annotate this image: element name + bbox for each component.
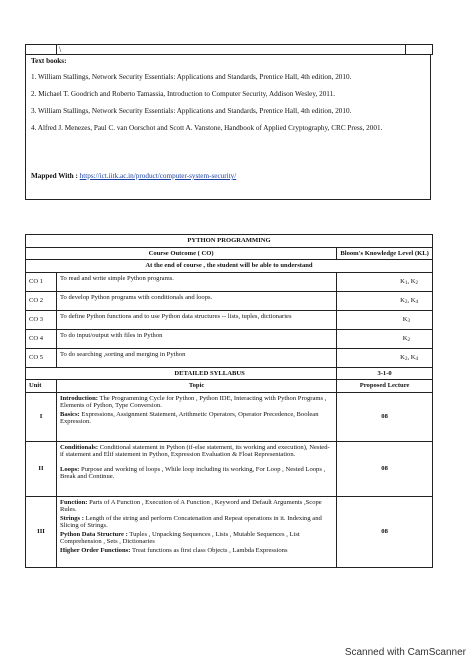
co-kl: $K_2$ xyxy=(337,329,433,348)
unit-row xyxy=(26,496,433,567)
textbook-item: 1. William Stallings, Network Security Essentials: Applications and Standards, Prentice Hall, 4th edition, 2010. xyxy=(31,73,352,81)
textbooks-heading: Text books: xyxy=(31,57,67,65)
kl-header: Bloom's Knowledge Level (KL) xyxy=(337,247,433,260)
unit-lectures: 08 xyxy=(337,392,433,441)
unit-topic: Introduction: The Programming Cycle for Python , Python IDE, Interacting with Python Programs , Elements of Python, Type Conversion. Basics: Expressions, Assignment Statement, Arithmetic Operators, Operator Precedence, Boolean Expression. xyxy=(56,392,336,441)
unit-topic: Function: Parts of A Function , Execution of A Function , Keyword and Default Arguments ,Scope Rules. Strings : Length of the string and perform Concatenation and Repeat operations in it. Indexing and Slicing of Strings. Python Data Structure : Tuples , Unpacking Sequences , Lists , Mutable Sequences , List Comprehension , Sets , Dictionaries Higher Order Functions: Treat functions as first class Objects , Lambda Expressions xyxy=(56,496,336,567)
textbook-item: 4. Alfred J. Menezes, Paul C. van Oorschot and Scott A. Vanstone, Handbook of Applied Cryptography, CRC Press, 2001. xyxy=(31,124,383,132)
lecture-header: Proposed Lecture xyxy=(337,380,433,393)
unit-topic: Conditionals: Conditional statement in Python (if-else statement, its working and execution), Nested-if statement and Elif statement in Python, Expression Evaluation & Float Representation. Loops: Purpose and working of loops , While loop including its working, For Loop , Nested Loops , Break and Continue. xyxy=(56,441,336,496)
co-code: CO 1 xyxy=(26,272,57,291)
co-text: To do searching ,sorting and merging in Python xyxy=(56,348,336,367)
python-programming-table xyxy=(25,234,433,568)
co-kl: $K_2$, $K_4$ xyxy=(337,348,433,367)
syllabus-title: DETAILED SYLLABUS xyxy=(26,367,337,380)
co-code: CO 5 xyxy=(26,348,57,367)
co-code: CO 3 xyxy=(26,310,57,329)
course-intro: At the end of course , the student will be able to understand xyxy=(26,260,433,273)
co-code: CO 4 xyxy=(26,329,57,348)
scanner-watermark: Scanned with CamScanner xyxy=(344,647,466,658)
co-text: To do input/output with files in Python xyxy=(56,329,336,348)
unit-number: I xyxy=(26,392,57,441)
co-code: CO 2 xyxy=(26,291,57,310)
ltp-value: 3-1-0 xyxy=(337,367,433,380)
co-text: To read and write simple Python programs. xyxy=(56,272,336,291)
unit-row xyxy=(26,392,433,441)
co-text: To develop Python programs with conditionals and loops. xyxy=(56,291,336,310)
mapped-with-label: Mapped With : xyxy=(31,172,78,180)
co-row xyxy=(26,348,433,367)
co-row xyxy=(26,310,433,329)
mapped-with-link[interactable]: https://ict.iitk.ac.in/product/computer-system-security/ xyxy=(79,172,237,180)
co-kl: $K_1$, $K_2$ xyxy=(337,272,433,291)
unit-number: II xyxy=(26,441,57,496)
stray-mark: \ xyxy=(57,45,406,55)
co-row xyxy=(26,272,433,291)
unit-header: Unit xyxy=(26,380,57,393)
course-title: PYTHON PROGRAMMING xyxy=(26,235,433,248)
textbook-item: 2. Michael T. Goodrich and Roberto Tamassia, Introduction to Computer Security, Addison Wesley, 2011. xyxy=(31,90,335,98)
co-kl: $K_2$, $K_4$ xyxy=(337,291,433,310)
co-row xyxy=(26,291,433,310)
co-row xyxy=(26,329,433,348)
co-text: To define Python functions and to use Python data structures -- lists, tuples, dictionaries xyxy=(56,310,336,329)
co-kl: $K_3$ xyxy=(337,310,433,329)
empty-cell xyxy=(406,45,433,55)
textbook-item: 3. William Stallings, Network Security Essentials: Applications and Standards, Prentice Hall, 4th edition, 2010. xyxy=(31,107,352,115)
topic-header: Topic xyxy=(56,380,336,393)
unit-lectures: 08 xyxy=(337,441,433,496)
empty-cell xyxy=(26,45,57,55)
co-header: Course Outcome ( CO) xyxy=(26,247,337,260)
unit-lectures: 08 xyxy=(337,496,433,567)
unit-number: III xyxy=(26,496,57,567)
unit-row xyxy=(26,441,433,496)
textbooks-box xyxy=(25,54,431,200)
mapped-with-line xyxy=(31,172,236,181)
